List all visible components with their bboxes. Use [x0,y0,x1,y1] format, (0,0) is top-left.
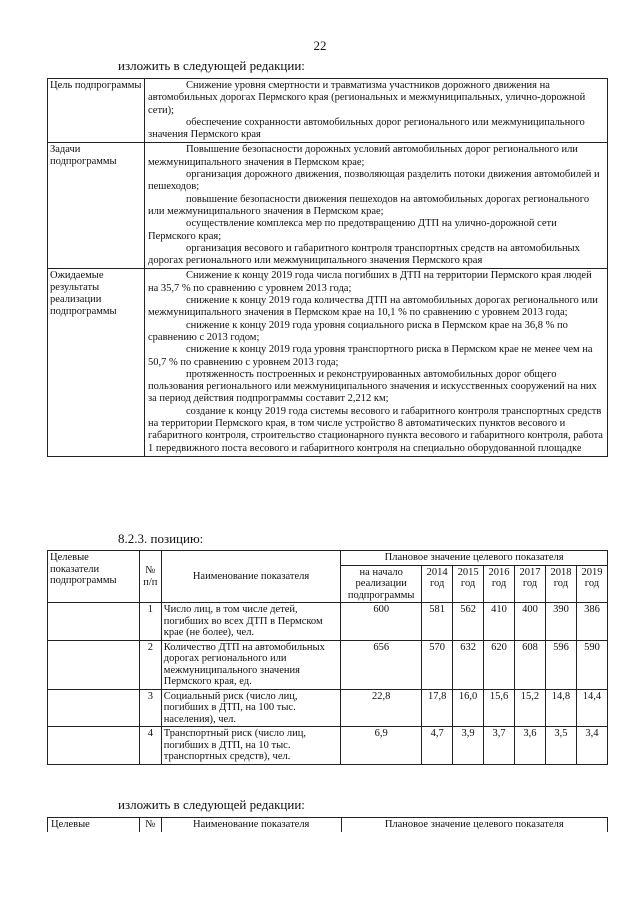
targets-cell [48,640,140,689]
year-value: 608 [515,640,546,689]
col-header-name: Наименование показателя [161,551,340,603]
passport-text [145,269,608,456]
year-value: 410 [484,603,515,641]
year-value: 632 [453,640,484,689]
col-header-year: 2019 год [576,565,607,603]
section-heading: 8.2.3. позицию: [118,531,204,546]
passport-paragraph: протяженность построенных и реконструированных автомобильных дорог общего пользования регионального или межмуниципального значения и искусственных сооружений на них за период действия подпрограммы составит 2,212 км; [148,368,597,405]
table-row [48,640,608,689]
indicators-table-new [47,817,608,832]
subprogram-passport-table [47,78,608,457]
passport-paragraph: создание к концу 2019 года системы весового и габаритного контроля транспортных средств на территории Пермского края, в том числе устройство 8 автоматических пунктов весового и габаритного контроля, строительство стационарного пункта весового и габаритного контроля, работа 1 передвижного поста весового и габаритного контроля на специально оборудованной площадке [148,405,603,454]
passport-row [48,269,608,456]
col-header-year: 2017 год [515,565,546,603]
passport-paragraph: организация весового и габаритного контроля транспортных средств на автомобильных дорогах регионального или межмуниципального значения Пермского края [148,242,580,267]
passport-text [145,143,608,269]
passport-paragraph: повышение безопасности движения пешеходов на автомобильных дорогах регионального или межмуниципального значения в Пермском крае; [148,193,590,217]
col-header-name: Наименование показателя [161,818,341,833]
year-value: 400 [515,603,546,641]
col-header-no: № [139,818,161,833]
passport-paragraph: осуществление комплекса мер по предотвращению ДТП на улично-дорожной сети Пермского края; [148,218,557,242]
year-value: 3,7 [484,727,515,765]
year-value: 570 [422,640,453,689]
year-value: 562 [453,603,484,641]
indicator-name: Социальный риск (число лиц, погибших в ДТП, на 100 тыс. населения), чел. [161,689,340,727]
indicator-name: Количество ДТП на автомобильных дорогах регионального или межмуниципального значения Пермского края, ед. [161,640,340,689]
year-value: 16,0 [453,689,484,727]
passport-label: Ожидаемые результаты реализации подпрограммы [48,269,145,456]
year-value: 4,7 [422,727,453,765]
targets-cell [48,603,140,641]
year-value: 3,9 [453,727,484,765]
section-heading: изложить в следующей редакции: [118,58,305,73]
passport-paragraph: снижение к концу 2019 года уровня транспортного риска в Пермском крае не менее чем на 50,7 % по сравнению с уровнем 2013 года; [148,344,593,368]
row-number: 1 [139,603,161,641]
start-value: 6,9 [341,727,422,765]
targets-cell [48,689,140,727]
col-header-no: № п/п [139,551,161,603]
passport-paragraph: организация дорожного движения, позволяющая разделить потоки движения автомобилей и пешеходов; [148,169,600,193]
col-header-year: 2015 год [453,565,484,603]
year-value: 596 [545,640,576,689]
row-number: 2 [139,640,161,689]
table-row [48,689,608,727]
year-value: 3,4 [576,727,607,765]
year-value: 386 [576,603,607,641]
col-header-targets: Целевые показатели подпрограммы [48,551,140,603]
col-header-year: 2014 год [422,565,453,603]
year-value: 3,5 [545,727,576,765]
col-header-plan: Плановое значение целевого показателя [341,551,608,566]
passport-label: Цель подпрограммы [48,79,145,143]
passport-row [48,79,608,143]
passport-paragraph: снижение к концу 2019 года количества ДТП на автомобильных дорогах регионального или межмуниципального значения в Пермском крае на 10,1 % по сравнению с уровнем 2013 года; [148,295,598,319]
passport-paragraph: Повышение безопасности дорожных условий автомобильных дорог регионального или межмуниципального значения в Пермском крае; [148,144,578,168]
year-value: 390 [545,603,576,641]
passport-paragraph: снижение к концу 2019 года уровня социального риска в Пермском крае на 36,8 % по сравнению с 2013 годом; [148,319,568,343]
passport-text [145,79,608,143]
year-value: 590 [576,640,607,689]
table-row [48,727,608,765]
col-header-year: 2016 год [484,565,515,603]
section-heading: изложить в следующей редакции: [118,797,305,812]
col-header-year: 2018 год [545,565,576,603]
col-header-start: на начало реализации подпрограммы [341,565,422,603]
year-value: 3,6 [515,727,546,765]
passport-row [48,143,608,269]
targets-cell [48,727,140,765]
start-value: 22,8 [341,689,422,727]
start-value: 656 [341,640,422,689]
year-value: 15,6 [484,689,515,727]
start-value: 600 [341,603,422,641]
year-value: 15,2 [515,689,546,727]
passport-label: Задачи подпрограммы [48,143,145,269]
passport-paragraph: обеспечение сохранности автомобильных дорог регионального или межмуниципального значения Пермского края [148,116,585,141]
year-value: 14,8 [545,689,576,727]
passport-paragraph: Снижение уровня смертности и травматизма участников дорожного движения на автомобильных дорогах Пермского края (региональных и межмуниципальных, улично-дорожной сети); [148,80,586,116]
indicator-name: Число лиц, в том числе детей, погибших во всех ДТП в Пермском крае (не более), чел. [161,603,340,641]
year-value: 14,4 [576,689,607,727]
year-value: 581 [422,603,453,641]
passport-paragraph: Снижение к концу 2019 года числа погибших в ДТП на территории Пермского края людей на 35,7 % по сравнению с уровнем 2013 года; [148,270,592,294]
table-row [48,603,608,641]
col-header-targets: Целевые [48,818,140,833]
col-header-plan: Плановое значение целевого показателя [341,818,607,833]
row-number: 3 [139,689,161,727]
indicators-table [47,550,608,765]
year-value: 620 [484,640,515,689]
indicator-name: Транспортный риск (число лиц, погибших в ДТП, на 10 тыс. транспортных средств), чел. [161,727,340,765]
year-value: 17,8 [422,689,453,727]
row-number: 4 [139,727,161,765]
page-number: 22 [313,38,327,53]
